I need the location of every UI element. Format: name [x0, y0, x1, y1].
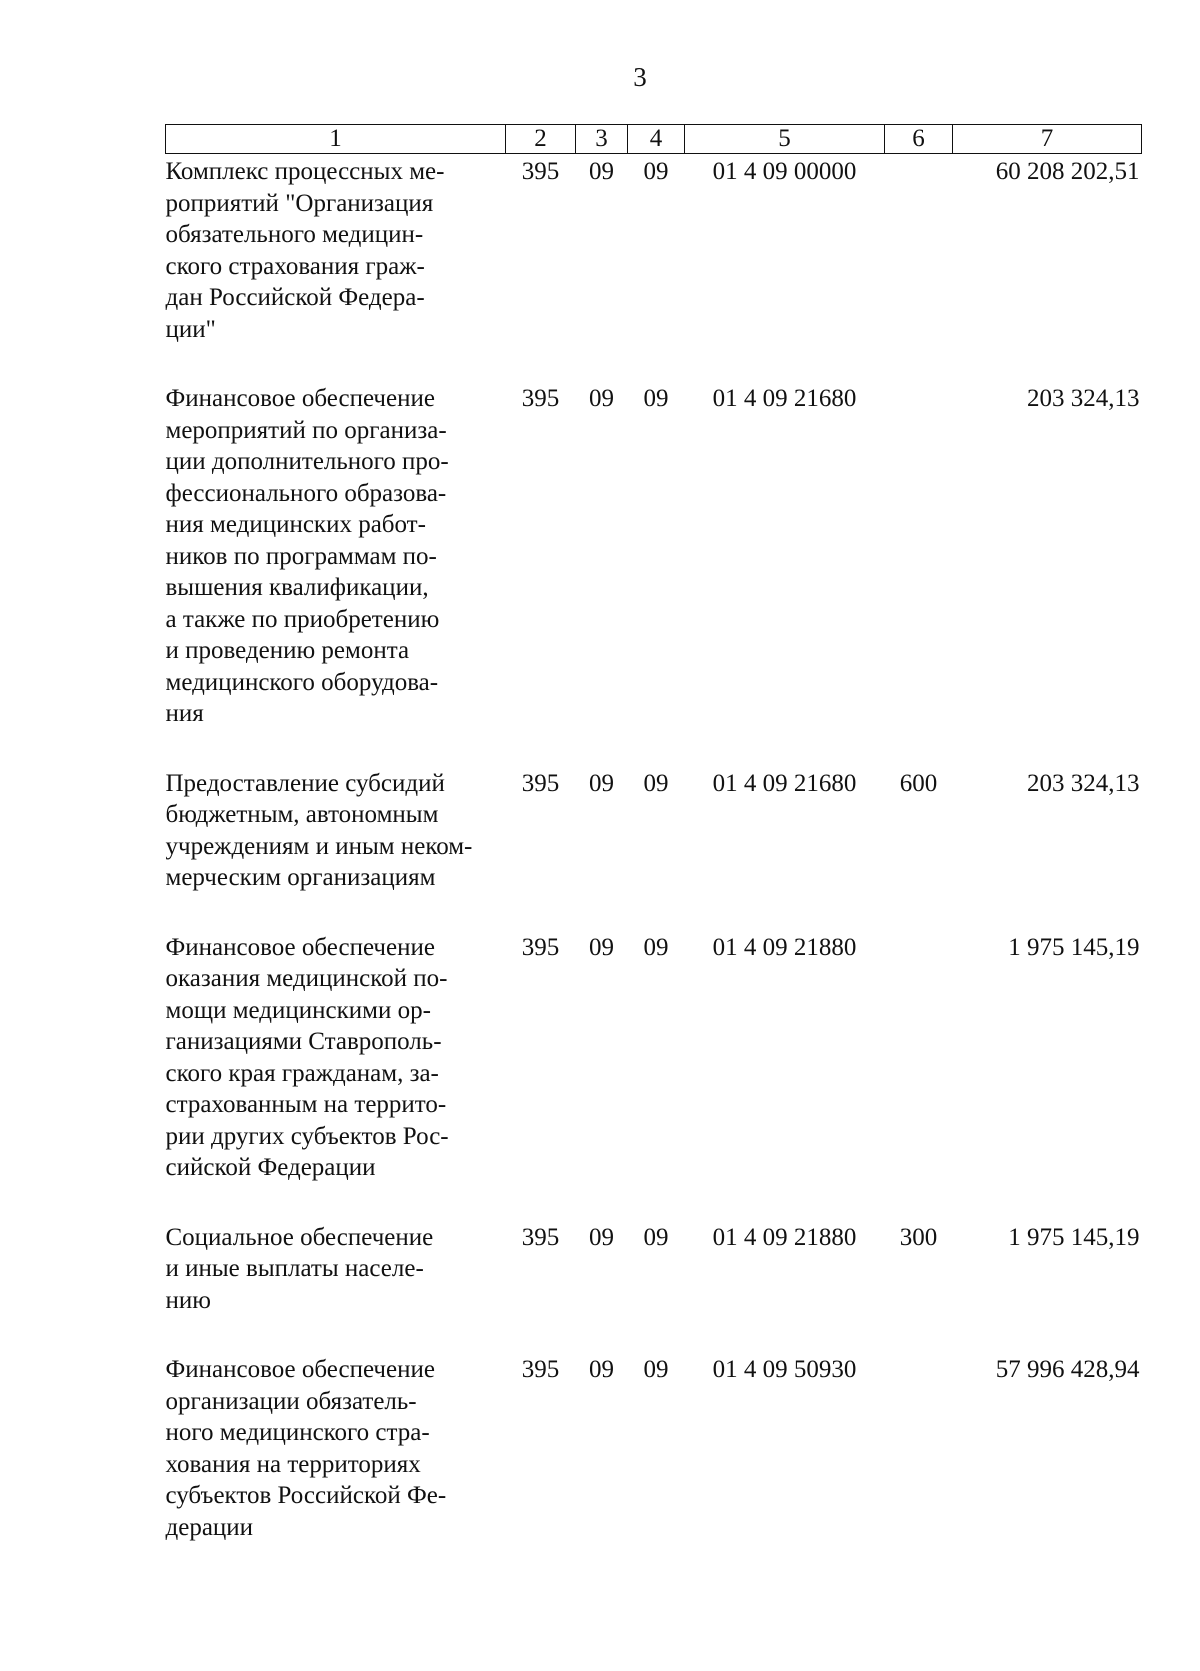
- expense-type-code: 600: [899, 769, 938, 797]
- target-article-code: 01 4 09 21680: [712, 769, 857, 797]
- grbs-code: 395: [521, 1223, 560, 1251]
- subsection-code: 09: [643, 1356, 669, 1383]
- grbs-code: 395: [521, 385, 560, 412]
- column-header-3: 3: [576, 125, 628, 154]
- column-header-6: 6: [885, 125, 953, 154]
- column-header-4: 4: [628, 125, 685, 154]
- amount: 203 324,13: [1027, 385, 1140, 412]
- table-row: [166, 383, 1142, 768]
- subsection-code: 09: [643, 158, 669, 185]
- section-code: 09: [589, 1223, 614, 1251]
- grbs-code: 395: [521, 1356, 560, 1383]
- subsection-code: 09: [643, 385, 669, 412]
- expense-type-code: [885, 383, 953, 768]
- amount: 203 324,13: [1027, 769, 1140, 797]
- target-article-code: 01 4 09 50930: [712, 1356, 857, 1383]
- expense-name: Предоставление субсидий бюджетным, автономным учреждениям и иным неком- мерческим организациям: [165, 769, 473, 891]
- target-article-code: 01 4 09 21880: [712, 1223, 857, 1251]
- target-article-code: 01 4 09 00000: [712, 158, 857, 185]
- section-code: 09: [589, 933, 614, 961]
- table-body: [166, 154, 1142, 1582]
- grbs-code: 395: [521, 158, 560, 185]
- amount: 1 975 145,19: [1008, 1223, 1140, 1251]
- subsection-code: 09: [643, 769, 669, 797]
- expense-type-code: 300: [899, 1223, 938, 1251]
- grbs-code: 395: [521, 933, 560, 961]
- target-article-code: 01 4 09 21880: [712, 933, 857, 961]
- subsection-code: 09: [643, 1223, 669, 1251]
- column-header-1: 1: [166, 125, 506, 154]
- table-row: [166, 768, 1142, 932]
- expense-name: Социальное обеспечение и иные выплаты населе- нию: [165, 1223, 434, 1314]
- table-row: [166, 154, 1142, 384]
- amount: 57 996 428,94: [995, 1356, 1140, 1383]
- section-code: 09: [589, 385, 614, 412]
- page-number: 3: [633, 62, 647, 92]
- section-code: 09: [589, 1356, 614, 1383]
- target-article-code: 01 4 09 21680: [712, 385, 857, 412]
- section-code: 09: [589, 769, 614, 797]
- table-row: [166, 1222, 1142, 1355]
- table-header: [166, 125, 1142, 154]
- expense-name: Финансовое обеспечение организации обязатель- ного медицинского стра- хования на территориях субъектов Российской Фе- дерации: [165, 1356, 447, 1541]
- table-row: [166, 932, 1142, 1222]
- expense-type-code: [885, 1354, 953, 1581]
- expense-name: Финансовое обеспечение мероприятий по организа- ции дополнительного про- фессионального образова- ния медицинских работ- ников по программам по- вышения квалификации, а также по приобретению и проведению ремонта медицинского оборудова- ния: [165, 385, 449, 727]
- column-header-2: 2: [506, 125, 576, 154]
- expense-type-code: [885, 154, 953, 384]
- expense-type-code: [885, 932, 953, 1222]
- table-row: [166, 1354, 1142, 1581]
- expense-name: Комплекс процессных ме- роприятий "Организация обязательного медицин- ского страхования граж- дан Российской Федера- ции": [165, 158, 445, 343]
- grbs-code: 395: [521, 769, 560, 797]
- header-row: [166, 125, 1142, 154]
- column-header-7: 7: [953, 125, 1142, 154]
- subsection-code: 09: [643, 933, 669, 961]
- column-header-5: 5: [685, 125, 885, 154]
- section-code: 09: [589, 158, 614, 185]
- budget-table: [165, 124, 1142, 1581]
- amount: 60 208 202,51: [995, 158, 1140, 185]
- expense-name: Финансовое обеспечение оказания медицинской по- мощи медицинскими ор- ганизациями Ставрополь- ского края гражданам, за- страхованным на террито- рии других субъектов Рос- сийской Федерации: [165, 933, 449, 1181]
- amount: 1 975 145,19: [1008, 933, 1140, 961]
